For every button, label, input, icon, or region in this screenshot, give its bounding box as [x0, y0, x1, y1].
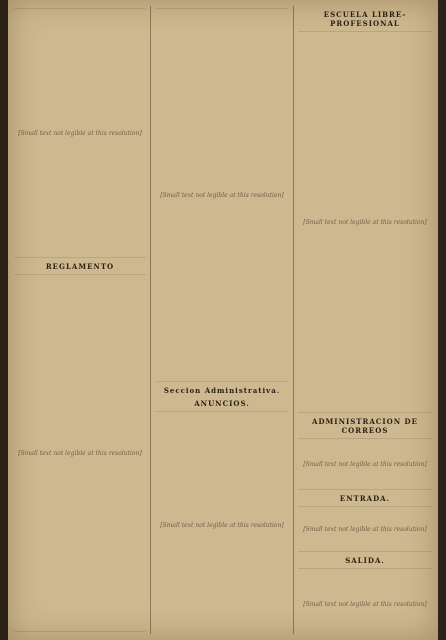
illegible-text-block: [Small text not legible at this resolution]: [298, 31, 432, 413]
column-middle: [156, 6, 288, 634]
illegible-text-block: [Small text not legible at this resolution]: [298, 568, 432, 634]
heading-anuncios: ANUNCIOS.: [194, 399, 250, 408]
illegible-text-block: [Small text not legible at this resolution]: [14, 8, 146, 258]
illegible-text-block: [Small text not legible at this resolution]: [298, 506, 432, 552]
heading-seccion-administrativa: Seccion Administrativa.: [163, 386, 281, 395]
illegible-text-block: [Small text not legible at this resolution]: [156, 411, 288, 634]
heading-administracion-correos: ADMINISTRACION DE CORREOS: [312, 417, 418, 435]
newspaper-page: [8, 0, 438, 640]
heading-entrada: ENTRADA.: [339, 494, 391, 503]
column-rule: [150, 6, 151, 634]
column-left: [14, 6, 146, 634]
heading-reglamento: REGLAMENTO: [45, 262, 115, 271]
illegible-text-block: [Small text not legible at this resolution]: [156, 8, 288, 382]
heading-salida: SALIDA.: [345, 556, 385, 565]
illegible-text-block: [Small text not legible at this resolution]: [14, 274, 146, 632]
column-right: [298, 6, 432, 634]
heading-escuela: ESCUELA LIBRE-PROFESIONAL: [323, 10, 407, 28]
illegible-text-block: [Small text not legible at this resolution]: [298, 438, 432, 490]
column-rule: [293, 6, 294, 634]
